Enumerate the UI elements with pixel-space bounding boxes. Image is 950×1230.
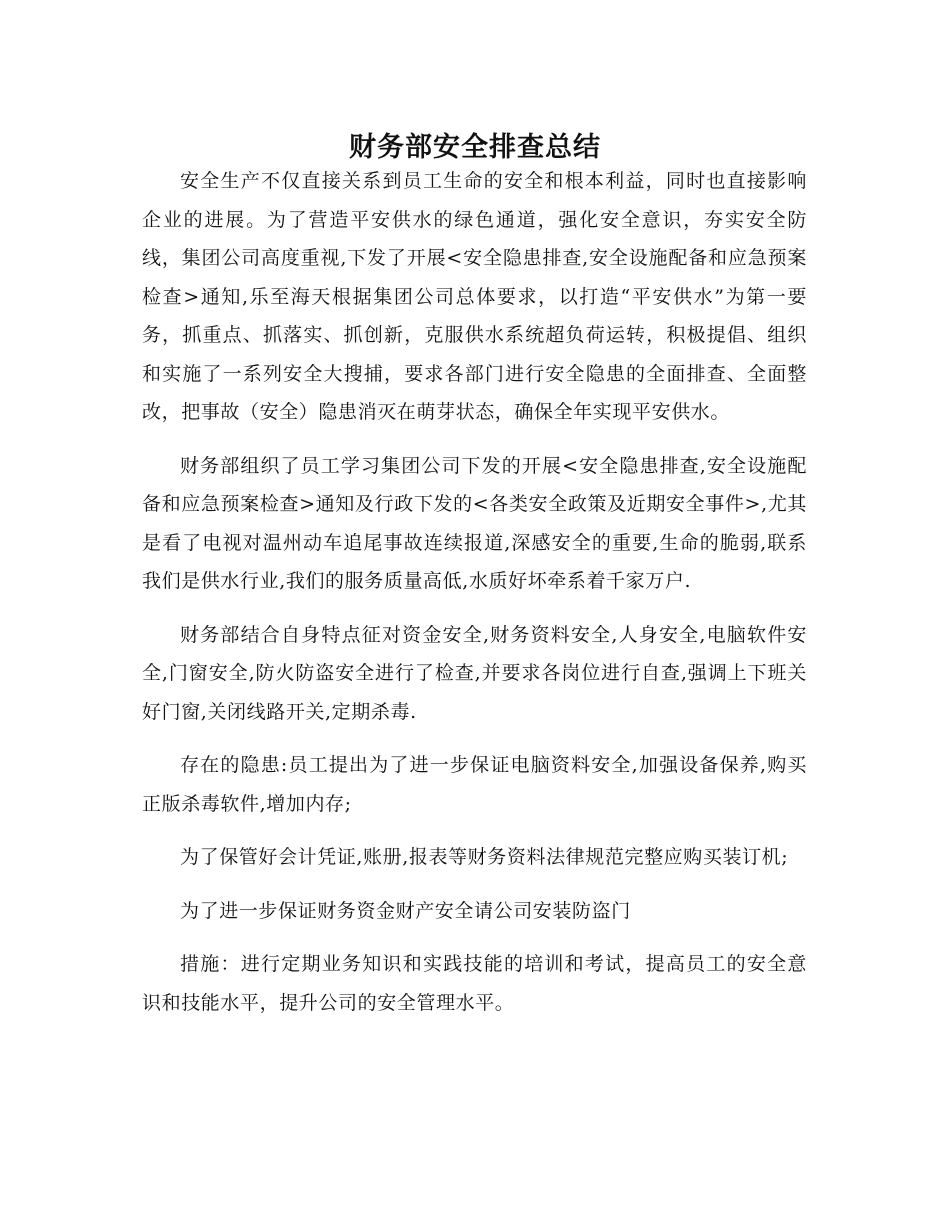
- paragraph-security-door: 为了进一步保证财务资金财产安全请公司安装防盗门: [180, 899, 631, 922]
- paragraph-inspection: 财务部结合自身特点征对资金安全,财务资料安全,人身安全,电脑软件安全,门窗安全,防火防盗安全进行了检查,并要求各岗位进行自查,强调上下班关好门窗,关闭线路开关,定期杀毒.: [142, 623, 807, 723]
- document-title: 财务部安全排查总结: [349, 132, 601, 164]
- paragraph-study: 财务部组织了员工学习集团公司下发的开展<安全隐患排查,安全设施配备和应急预案检查>通知及行政下发的<各类安全政策及近期安全事件>,尤其是看了电视对温州动车追尾事故连续报道,深感安全的重要,生命的脆弱,联系我们是供水行业,我们的服务质量高低,水质好坏牵系着千家万户.: [142, 454, 807, 592]
- paragraph-hazards: 存在的隐患:员工提出为了进一步保证电脑资料安全,加强设备保养,购买正版杀毒软件,增加内存;: [142, 754, 807, 815]
- document-body: [142, 162, 807, 1037]
- paragraph-measures: 措施：进行定期业务知识和实践技能的培训和考试，提高员工的安全意识和技能水平，提升公司的安全管理水平。: [142, 953, 807, 1014]
- paragraph-binding-machine: 为了保管好会计凭证,账册,报表等财务资料法律规范完整应购买装订机;: [180, 846, 789, 868]
- paragraph-intro: 安全生产不仅直接关系到员工生命的安全和根本利益，同时也直接影响企业的进展。为了营造平安供水的绿色通道，强化安全意识，夯实安全防线，集团公司高度重视,下发了开展<安全隐患排查,安全设施配备和应急预案检查>通知,乐至海天根据集团公司总体要求，以打造“平安供水”为第一要务，抓重点、抓落实、抓创新，克服供水系统超负荷运转，积极提倡、组织和实施了一系列安全大搜捕，要求各部门进行安全隐患的全面排查、全面整改，把事故（安全）隐患消灭在萌芽状态，确保全年实现平安供水。: [142, 170, 807, 423]
